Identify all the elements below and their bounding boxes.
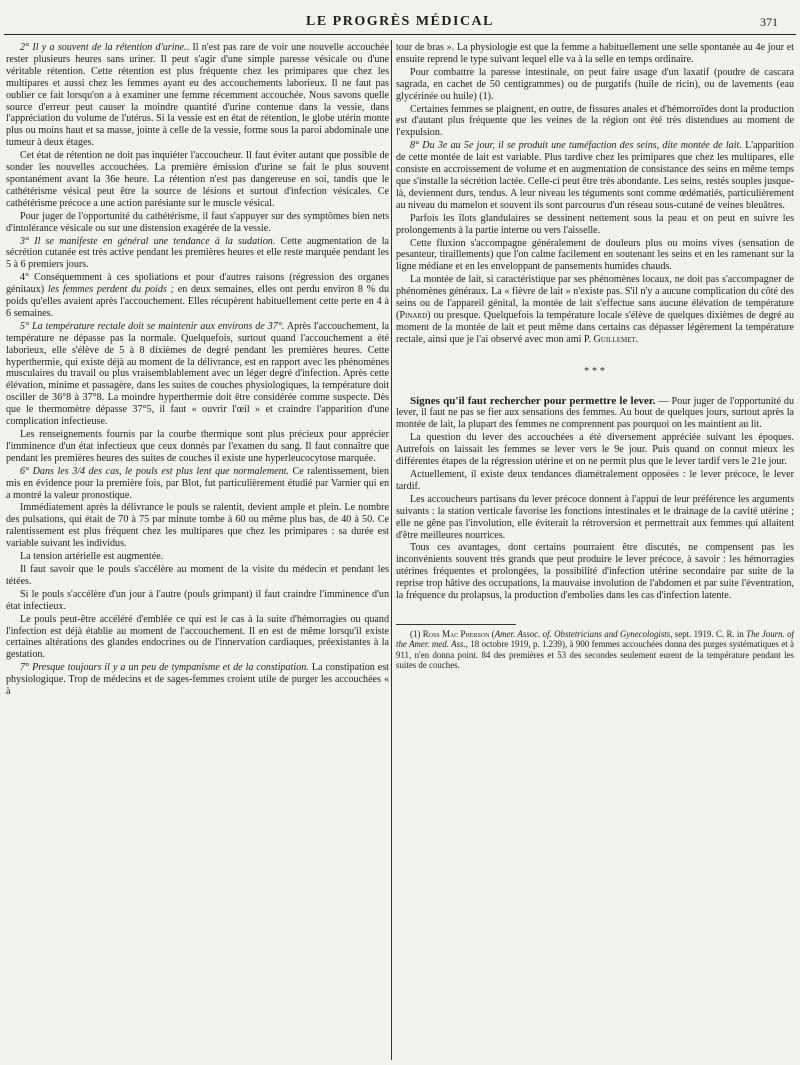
point-heading: 3° Il se manifeste en général une tendance à la sudation. (20, 235, 276, 247)
section-separator-stars: * * * (584, 365, 606, 377)
paragraph: Le pouls peut-être accéléré d'emblée ce qui est le cas à la suite d'hémorragies ou quand l'infection est déjà établie au moment de l'accouchement. Il en est de même lorsqu'il existe certaines altérations des glandes endocrines ou de l'innervation cardiaques, préexistantes à la gestation. (6, 613, 389, 661)
paragraph: Cette fluxion s'accompagne généralement de douleurs plus ou moins vives (sensation de pesanteur, tiraillements) que l'on calme facilement en soutenant les seins et en les ramenant sur la ligne médiane et en les enveloppant de pansements humides chauds. (396, 237, 794, 273)
point-heading: 6° Dans les 3/4 des cas, le pouls est plus lent que normalement. (20, 465, 289, 477)
paragraph: Les renseignements fournis par la courbe thermique sont plus précieux pour apprécier l'imminence d'un état infectieux que ceux donnés par l'examen du sang. Il faut connaître que pendant les premières heures des suites de couches il existe une hyperleucocytose marquée. (6, 429, 389, 464)
paragraph: Parfois les îlots glandulaires se dessinent nettement sous la peau et on peut en suivre les prolongements à la partie interne ou vers l'aisselle. (396, 212, 794, 236)
paragraph-urine-retention: 2° Il y a souvent de la rétention d'urine.. Il n'est pas rare de voir une nouvelle accouchée rester plusieurs heures sans uriner. Il peut s'agir d'une simple paresse vésicale ou d'une véritable rétention. Cette rétention est plus fréquente chez les primipares que chez les multipares et aussi chez les femmes ayant eu des accouchements laborieux. Il ne faut pas oublier ce fait lorsqu'on a à examiner une femme récemment accouchée. Nous savons quelle source d'erreur peut causer la moindre quantité d'urine contenue dans la vessie, dans l'appréciation du volume de l'utérus. Si la vessie est en état de rétention, le globe utérin monte plus ou moins haut et sa masse, jointe à celle de la vessie, forme sous la paroi abdominale une tumeur à deux étages. (6, 42, 389, 149)
page-number: 371 (760, 15, 778, 29)
paragraph: La question du lever des accouchées a été diversement appréciée suivant les époques. Autrefois on laissait les femmes se lever vers le 9e jour. Puis quand on connut mieux les différentes étapes de la régression utérine et on ne permit plus que le lever tardif vers le 21e jour. (396, 432, 794, 468)
paragraph: Les accoucheurs partisans du lever précoce donnent à l'appui de leur préférence les arguments suivants : la station verticale favorise les fonctions intestinales et le drainage de la cavité utérine ; elle ne gêne pas l'involution, elle éviterait la rétroversion et permettrait aux femmes qui allaitent d'être meilleures nourrices. (396, 493, 794, 541)
paragraph-pulse: 6° Dans les 3/4 des cas, le pouls est plus lent que normalement. Ce ralentissement, bien mis en évidence pour la première fois, par Blot, fut particulièrement étudié par Varnier qui en a montré la valeur pronostique. (6, 465, 389, 501)
paragraph-lever: Signes qu'il faut rechercher pour permettre le lever. — Pour juger de l'opportunité du lever, il faut ne pas se fier aux sensations des femmes. Au bout de quelques jours, surtout après la montée de lait, la plupart des femmes ne comprennent pas pourquoi on les maintient au lit. (396, 394, 794, 431)
paragraph: Pour juger de l'opportunité du cathétérisme, il faut s'appuyer sur des symptômes bien nets d'intolérance vésicale ou sur une distension exagérée de la vessie. (6, 210, 389, 234)
paragraph-milk-fever: La montée de lait, si caractéristique par ses phénomènes locaux, ne doit pas s'accompagner de phénomènes généraux. La « fièvre de lait » n'existe pas. S'il n'y a aucune complication du côté des seins ou de l'appareil génital, la montée de lait s'effectue sans aucune élévation de température (Pinard) ou presque. Quelquefois la température locale s'élève de quelques dixièmes de degré au moment de la montée de lait et peut même dans certains cas dépasser légèrement la température rectale, ainsi que je l'ai observé avec mon ami P. Guillemet. (396, 274, 794, 345)
paragraph: Pour combattre la paresse intestinale, on peut faire usage d'un laxatif (poudre de cascara sagrada, en cachet de 50 centigrammes) ou de purgatifs (huile de ricin), ou de lavements (eau glycérinée ou huile) (1). (396, 66, 794, 102)
footnote-rule (396, 624, 516, 625)
column-divider (391, 40, 392, 1060)
paragraph: tour de bras ». La physiologie est que la femme a habituellement une selle spontanée au 4e jour et ensuite reprend le type suivant lequel elle va à la selle en temps ordinaire. (396, 42, 794, 65)
paragraph: Actuellement, il existe deux tendances diamétralement opposées : le lever précoce, le lever tardif. (396, 469, 794, 492)
point-heading: 5° La température rectale doit se maintenir aux environs de 37°. (20, 320, 285, 332)
left-column (6, 42, 389, 1060)
author-name: Guillemet (593, 333, 636, 345)
paragraph-sudation: 3° Il se manifeste en général une tendance à la sudation. Cette augmentation de la sécrétion cutanée est très active pendant les premières heures et elle reste marquée pendant les 5 à 6 premiers jours. (6, 235, 389, 271)
page-header (0, 0, 800, 36)
author-name: Pinard (399, 309, 428, 321)
point-heading: 8° Du 3e au 5e jour, il se produit une tuméfaction des seins, dite montée de lait. (410, 140, 742, 152)
paragraph-weight-loss: 4° Conséquemment à ces spoliations et pour d'autres raisons (régression des organes génitaux) les femmes perdent du poids ; en deux semaines, elles ont perdu environ 8 % du poids qu'elles avaient après l'accouchement. Elles récupèrent habituellement cette perte en 4 à 6 semaines. (6, 272, 389, 319)
paragraph: Immédiatement après la délivrance le pouls se ralentit, devient ample et plein. Le nombre des pulsations, qui était de 70 à 75 par minute tombe à 60 ou même plus bas, de 40 à 50. Ce ralentissement est plus fréquent chez les multipares que chez les primipares : sa durée est variable suivant les individus. (6, 502, 389, 550)
paragraph: Il faut savoir que le pouls s'accélère au moment de la visite du médecin et pendant les tétées. (6, 563, 389, 587)
paragraph: Certaines femmes se plaignent, en outre, de fissures anales et d'hémorroïdes dont la production est d'autant plus fréquente que les veines de la région ont été très distendues au moment de l'expulsion. (396, 103, 794, 139)
paragraph-constipation: 7° Presque toujours il y a un peu de tympanisme et de la constipation. La constipation est physiologique. Trop de médecins et de sages-femmes croient utile de purger les accouchées « à (6, 662, 389, 698)
paragraph: Cet état de rétention ne doit pas inquiéter l'accoucheur. Il faut éviter autant que possible de sonder les nouvelles accouchées. La première émission d'urine se fait le plus souvent spontanément avant la 36e heure. La rétention n'est pas dangereuse en soi, tandis que le cathétérisme vésical peut être la source de lésions et surtout d'infection vésicales. Ce cathétérisme précoce a une action parésiante sur le muscle vésical. (6, 150, 389, 209)
paragraph: La tension artérielle est augmentée. (20, 551, 164, 563)
paragraph: Tous ces avantages, dont certains pourraient être discutés, ne compensent pas les inconvénients souvent très grands que peut produire le lever précoce, à savoir : les hémorragies utérines fréquentes et prolongées, la possibilité d'infection utérine secondaire par suite de la reprise trop hâtive des occupations, la mauvaise involution de l'abdomen et par suite l'éventration, la fréquence du prolapsus, la production d'embolies dans les cas d'infection latente. (396, 542, 794, 602)
section-title: Signes qu'il faut rechercher pour permettre le lever. (410, 394, 656, 407)
paragraph: Si le pouls s'accélère d'un jour à l'autre (pouls grimpant) il faut craindre l'imminence d'un état infectieux. (6, 588, 389, 612)
footnote: (1) Ross Mac Pherson (Amer. Assoc. of. Obstetricians and Gynecologists, sept. 1919. C. R. in The Journ. of the Amer. med. Ass., 18 octobre 1919, p. 1.239), à 900 femmes accouchées donna des purges systématiques et à 911, n'en donna point. 84 des premières et 53 des secondes seulement eurent de la température pendant les suites de couches. (396, 628, 794, 671)
point-heading: 2° Il y a souvent de la rétention d'urine. (20, 42, 187, 53)
paragraph-lactation: 8° Du 3e au 5e jour, il se produit une tuméfaction des seins, dite montée de lait. L'apparition de cette montée de lait est variable. Plus tardive chez les primipares que chez les multipares, elle consiste en accroissement de volume et en augmentation de consistance des seins en même temps que s'installe la sécrétion lactée. Celle-ci peut être très abondante. Les seins, restés souples jusque-là, deviennent durs, tendus. A leur niveau les téguments sont comme œdématiés, particulièrement au niveau du mamelon et souvent ils sont parcourus d'un réseau sous-cutané de veines bleuâtres. (396, 140, 794, 211)
point-heading: 7° Presque toujours il y a un peu de tympanisme et de la constipation. (20, 662, 309, 674)
right-column (396, 42, 794, 1060)
journal-title: LE PROGRÈS MÉDICAL (305, 14, 495, 29)
header-rule (4, 34, 796, 35)
paragraph-temperature: 5° La température rectale doit se maintenir aux environs de 37°. Après l'accouchement, la température ne dépasse pas la normale. Quelquefois, surtout quand l'accouchement a été laborieux, elle s'élève de 5 à 8 dixièmes de degré pendant les premières heures. Cette hyperthermie, qui existe déjà au moment de la délivrance, est en rapport avec les phénomènes musculaires du travail ou plus vraisemblablement avec un léger degré d'infection. Après cette élévation, minime et passagère, dans les suites de couches physiologiques, la température doit osciller de 36°8 à 37°8. La moindre hyperthermie doit être considérée comme suspecte. Dès que le thermomètre dépasse 37°5, il faut « ouvrir l'œil » et craindre l'apparition d'une complication infectieuse. (6, 320, 389, 428)
